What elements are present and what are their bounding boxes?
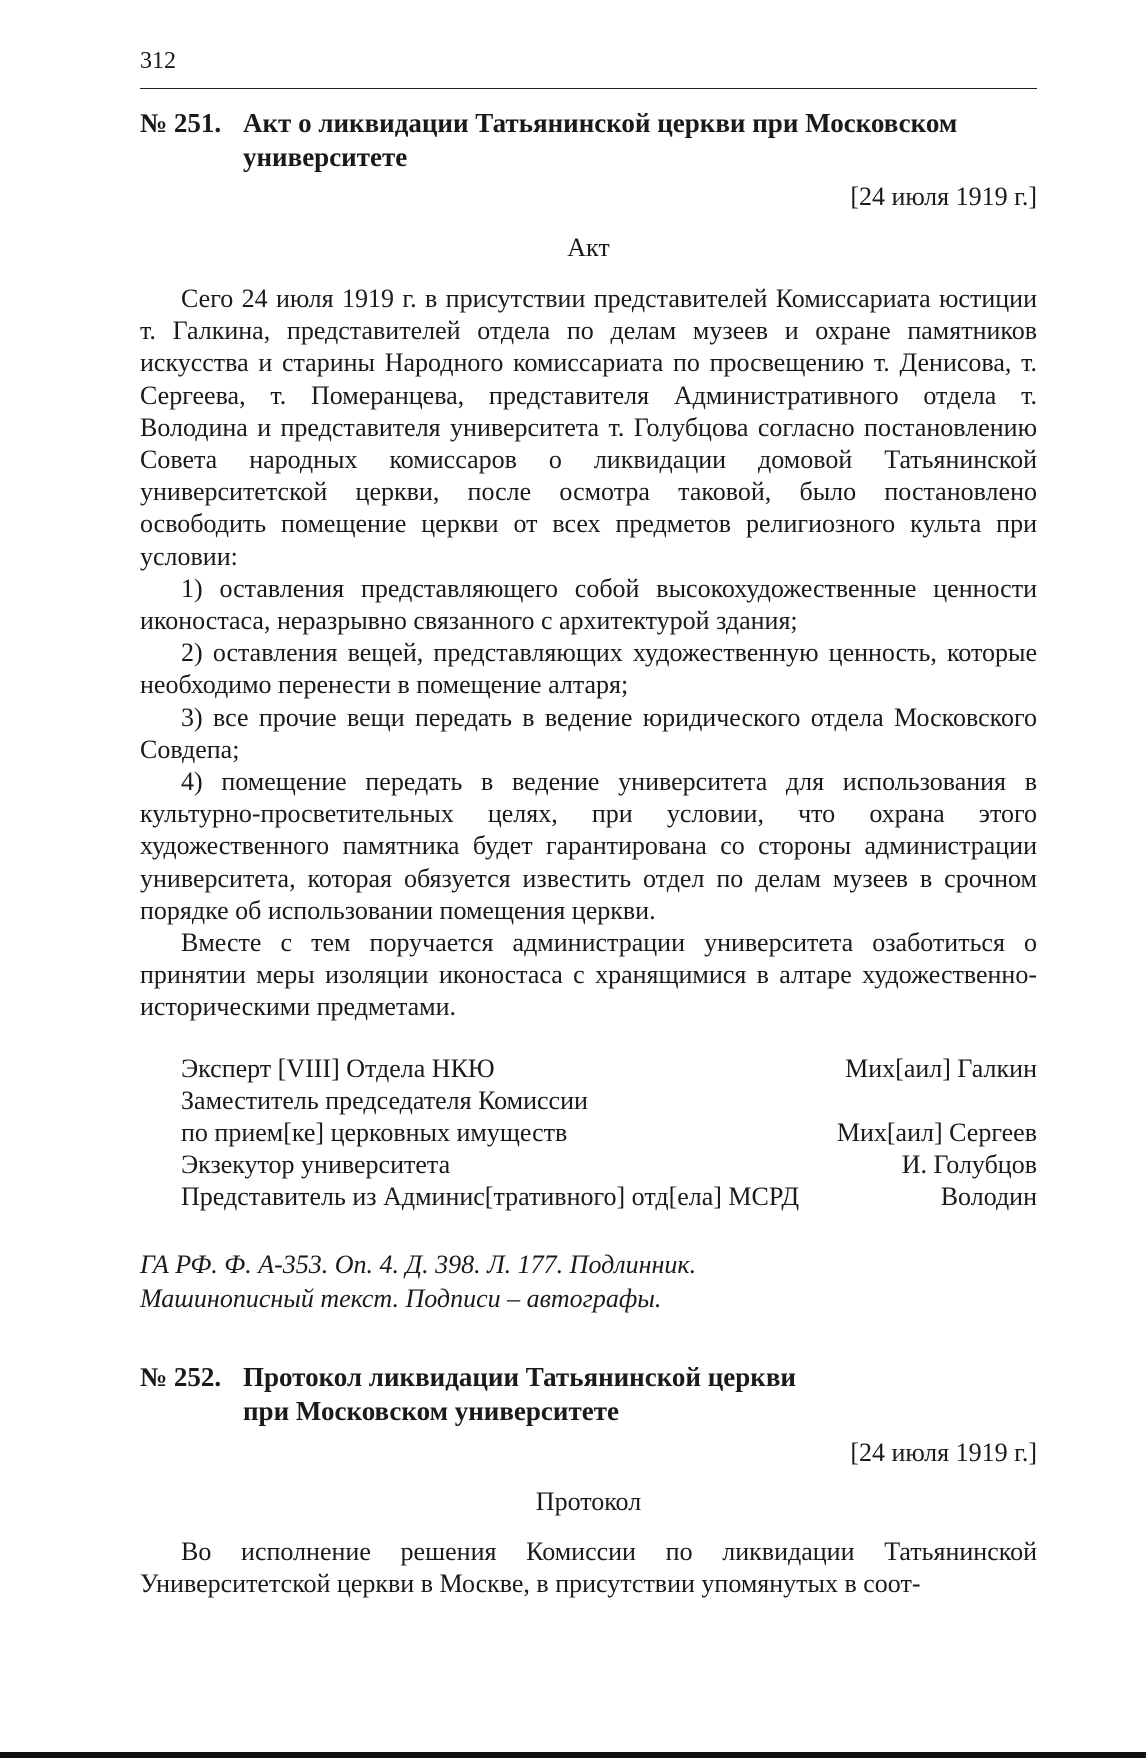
doc-251-paragraph: Вместе с тем поручается администрации университета озаботиться о принятии меры изоляции иконостаса с хранящимися в алтаре художественно-историческими предметами. — [140, 928, 1037, 1022]
source-line: Машинописный текст. Подписи – автографы. — [140, 1284, 662, 1313]
doc-252-body — [140, 1536, 1037, 1600]
signature-role: Эксперт [VIII] Отдела НКЮ — [181, 1054, 495, 1083]
doc-252-heading — [140, 1360, 1037, 1428]
signature-role: Представитель из Админис[тративного] отд[ела] МСРД — [181, 1182, 800, 1211]
signature-role: Заместитель председателя Комиссии — [181, 1086, 588, 1115]
doc-251-paragraph: 1) оставления представляющего собой высокохудожественные ценности иконостаса, неразрывно связанного с архитектурой здания; — [140, 573, 1037, 636]
doc-251-paragraph: 3) все прочие вещи передать в ведение юридического отдела Московского Совдепа; — [140, 702, 1037, 764]
doc-251-heading — [140, 106, 1037, 174]
signature-name: И. Голубцов — [901, 1150, 1037, 1179]
doc-252-label: Протокол — [535, 1487, 642, 1516]
doc-251-source — [140, 1248, 696, 1316]
doc-251-number: № 251. — [140, 108, 222, 138]
doc-251-title-line1: Акт о ликвидации Татьянинской церкви при Московском — [243, 108, 958, 138]
doc-252-paragraph: Во исполнение решения Комиссии по ликвидации Татьянинской Университетской церкви в Москве, в присутствии упомянутых в соот- — [140, 1537, 1037, 1599]
doc-251-paragraph: 4) помещение передать в ведение университета для использования в культурно-просветительных целях, при условии, что охрана этого художественного памятника будет гарантирована со стороны администрации университета, которая обязуется известить отдел по делам музеев в срочном порядке об использовании помещения церкви. — [140, 767, 1037, 925]
doc-252-title-line2: при Московском университете — [243, 1396, 619, 1426]
doc-251-body — [140, 283, 1037, 1024]
page-number: 312 — [140, 48, 176, 74]
doc-251-label: Акт — [567, 233, 610, 262]
signature-role: Экзекутор университета — [181, 1150, 451, 1179]
header-rule — [140, 88, 1037, 89]
source-line: ГА РФ. Ф. А-353. Оп. 4. Д. 398. Л. 177. Подлинник. — [140, 1250, 697, 1279]
signature-row — [181, 1085, 1037, 1117]
doc-251-date: [24 июля 1919 г.] — [850, 182, 1037, 211]
signature-row — [181, 1149, 1037, 1181]
doc-251-signatures — [181, 1053, 1037, 1213]
signature-row — [181, 1181, 1037, 1213]
signature-name: Володин — [940, 1182, 1037, 1211]
signature-name: Мих[аил] Сергеев — [836, 1118, 1037, 1147]
doc-251-paragraph: 2) оставления вещей, представляющих художественную ценность, которые необходимо перенести в помещение алтаря; — [140, 638, 1037, 700]
signature-role: по прием[ке] церковных имуществ — [181, 1118, 568, 1147]
doc-252-date: [24 июля 1919 г.] — [850, 1438, 1037, 1467]
signature-name: Мих[аил] Галкин — [845, 1054, 1037, 1083]
doc-252-number: № 252. — [140, 1362, 222, 1392]
scan-bottom-border — [0, 1752, 1146, 1758]
signature-row — [181, 1053, 1037, 1085]
doc-252-title-line1: Протокол ликвидации Татьянинской церкви — [243, 1362, 796, 1392]
doc-251-title-line2: университете — [243, 142, 408, 172]
signature-row — [181, 1117, 1037, 1149]
doc-251-paragraph: Сего 24 июля 1919 г. в присутствии представителей Комиссариата юстиции т. Галкина, представителей отдела по делам музеев и охране памятников искусства и старины Народного комиссариата по просвещению т. Денисова, т. Сергеева, т. Померанцева, представителя Административного отдела т. Володина и представителя университета т. Голубцова согласно постановлению Совета народных комиссаров о ликвидации домовой Татьянинской университетской церкви, после осмотра таковой, было постановлено освободить помещение церкви от всех предметов религиозного культа при условии: — [140, 284, 1037, 571]
